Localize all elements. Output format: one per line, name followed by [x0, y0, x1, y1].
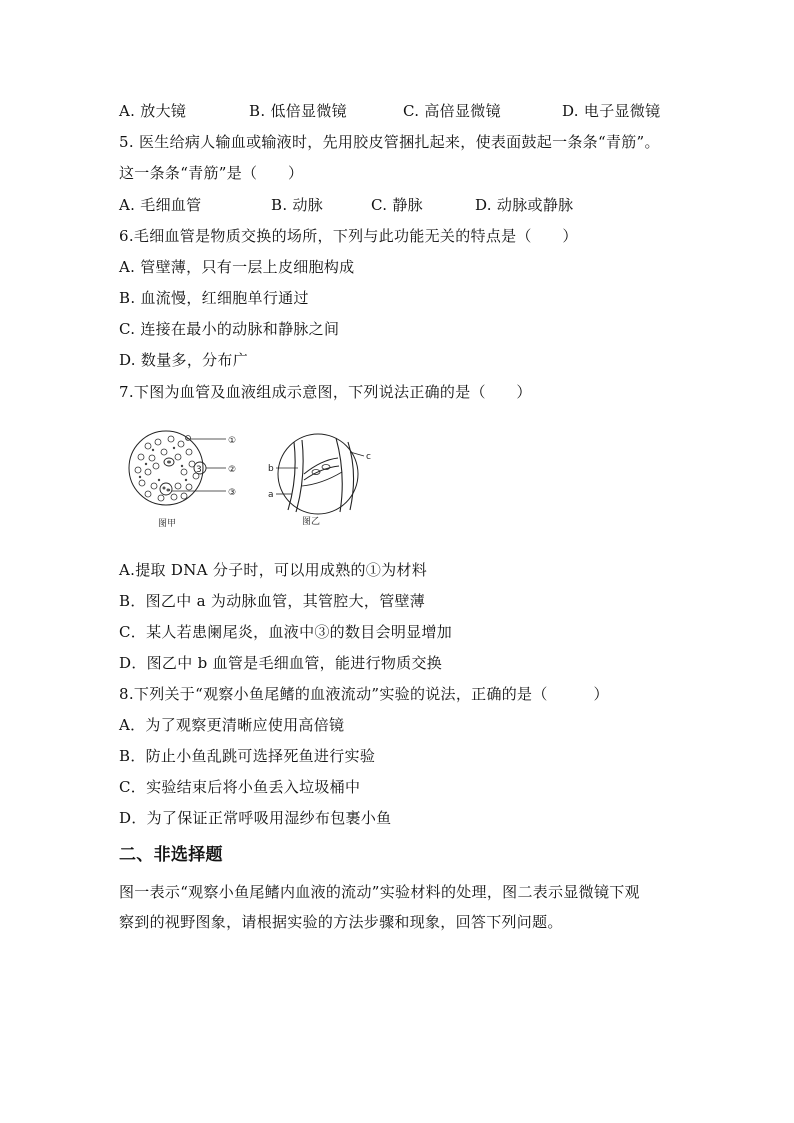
q6-option-c[interactable]: C. 连接在最小的动脉和静脉之间	[119, 320, 340, 338]
fig2-caption: 图乙	[302, 517, 321, 527]
fig1-label-1: ①	[228, 436, 237, 446]
q5-stem-line2: 这一条条“青筋”是（ ）	[119, 164, 304, 182]
q6-stem: 6.毛细血管是物质交换的场所，下列与此功能无关的特点是（ ）	[119, 227, 578, 245]
fig1-label-2: ②	[228, 465, 237, 475]
section2-heading: 二、非选择题	[119, 845, 223, 865]
q8-option-c[interactable]: C．实验结束后将小鱼丢入垃圾桶中	[119, 778, 361, 796]
q5-option-d[interactable]: D. 动脉或静脉	[475, 196, 574, 214]
q6-option-a[interactable]: A. 管壁薄，只有一层上皮细胞构成	[119, 258, 355, 276]
q8-option-d[interactable]: D．为了保证正常呼吸用湿纱布包裹小鱼	[119, 809, 392, 827]
blood-figure-svg	[126, 422, 386, 534]
fig2-label-a: a	[268, 490, 274, 500]
q7-option-b[interactable]: B．图乙中 a 为动脉血管，其管腔大，管壁薄	[119, 592, 426, 610]
q5-option-b[interactable]: B. 动脉	[271, 196, 324, 214]
fig1-caption: 图甲	[158, 519, 177, 529]
q8-stem: 8.下列关于“观察小鱼尾鳍的血液流动”实验的说法，正确的是（ ）	[119, 685, 609, 703]
svg-text:3: 3	[196, 465, 202, 475]
figure1-blood-smear	[129, 431, 236, 529]
figure2-blood-vessels	[268, 434, 371, 527]
section2-intro-line1: 图一表示“观察小鱼尾鳍内血液的流动”实验材料的处理，图二表示显微镜下观	[119, 883, 640, 901]
q4-option-c[interactable]: C. 高倍显微镜	[403, 102, 501, 120]
q4-option-a[interactable]: A. 放大镜	[119, 102, 187, 120]
fig2-label-c: c	[366, 452, 371, 462]
q4-option-d[interactable]: D. 电子显微镜	[562, 102, 661, 120]
fig1-label-3: ③	[228, 488, 237, 498]
q5-option-c[interactable]: C. 静脉	[371, 196, 423, 214]
q5-option-a[interactable]: A. 毛细血管	[119, 196, 202, 214]
section2-intro-line2: 察到的视野图象，请根据实验的方法步骤和现象，回答下列问题。	[119, 913, 563, 931]
fig2-label-b: b	[268, 464, 274, 474]
q7-option-c[interactable]: C．某人若患阑尾炎，血液中③的数目会明显增加	[119, 623, 453, 641]
q7-figure	[126, 422, 386, 534]
q7-stem: 7.下图为血管及血液组成示意图，下列说法正确的是（ ）	[119, 383, 532, 401]
q4-option-b[interactable]: B. 低倍显微镜	[249, 102, 347, 120]
q8-option-b[interactable]: B．防止小鱼乱跳可选择死鱼进行实验	[119, 747, 376, 765]
q7-option-d[interactable]: D．图乙中 b 血管是毛细血管，能进行物质交换	[119, 654, 443, 672]
q5-stem-line1: 5. 医生给病人输血或输液时，先用胶皮管捆扎起来，使表面鼓起一条条“青筋”。	[119, 133, 660, 151]
q6-option-b[interactable]: B. 血流慢，红细胞单行通过	[119, 289, 309, 307]
q7-option-a[interactable]: A.提取 DNA 分子时，可以用成熟的①为材料	[119, 561, 428, 579]
q6-option-d[interactable]: D. 数量多，分布广	[119, 351, 249, 369]
q8-option-a[interactable]: A．为了观察更清晰应使用高倍镜	[119, 716, 345, 734]
